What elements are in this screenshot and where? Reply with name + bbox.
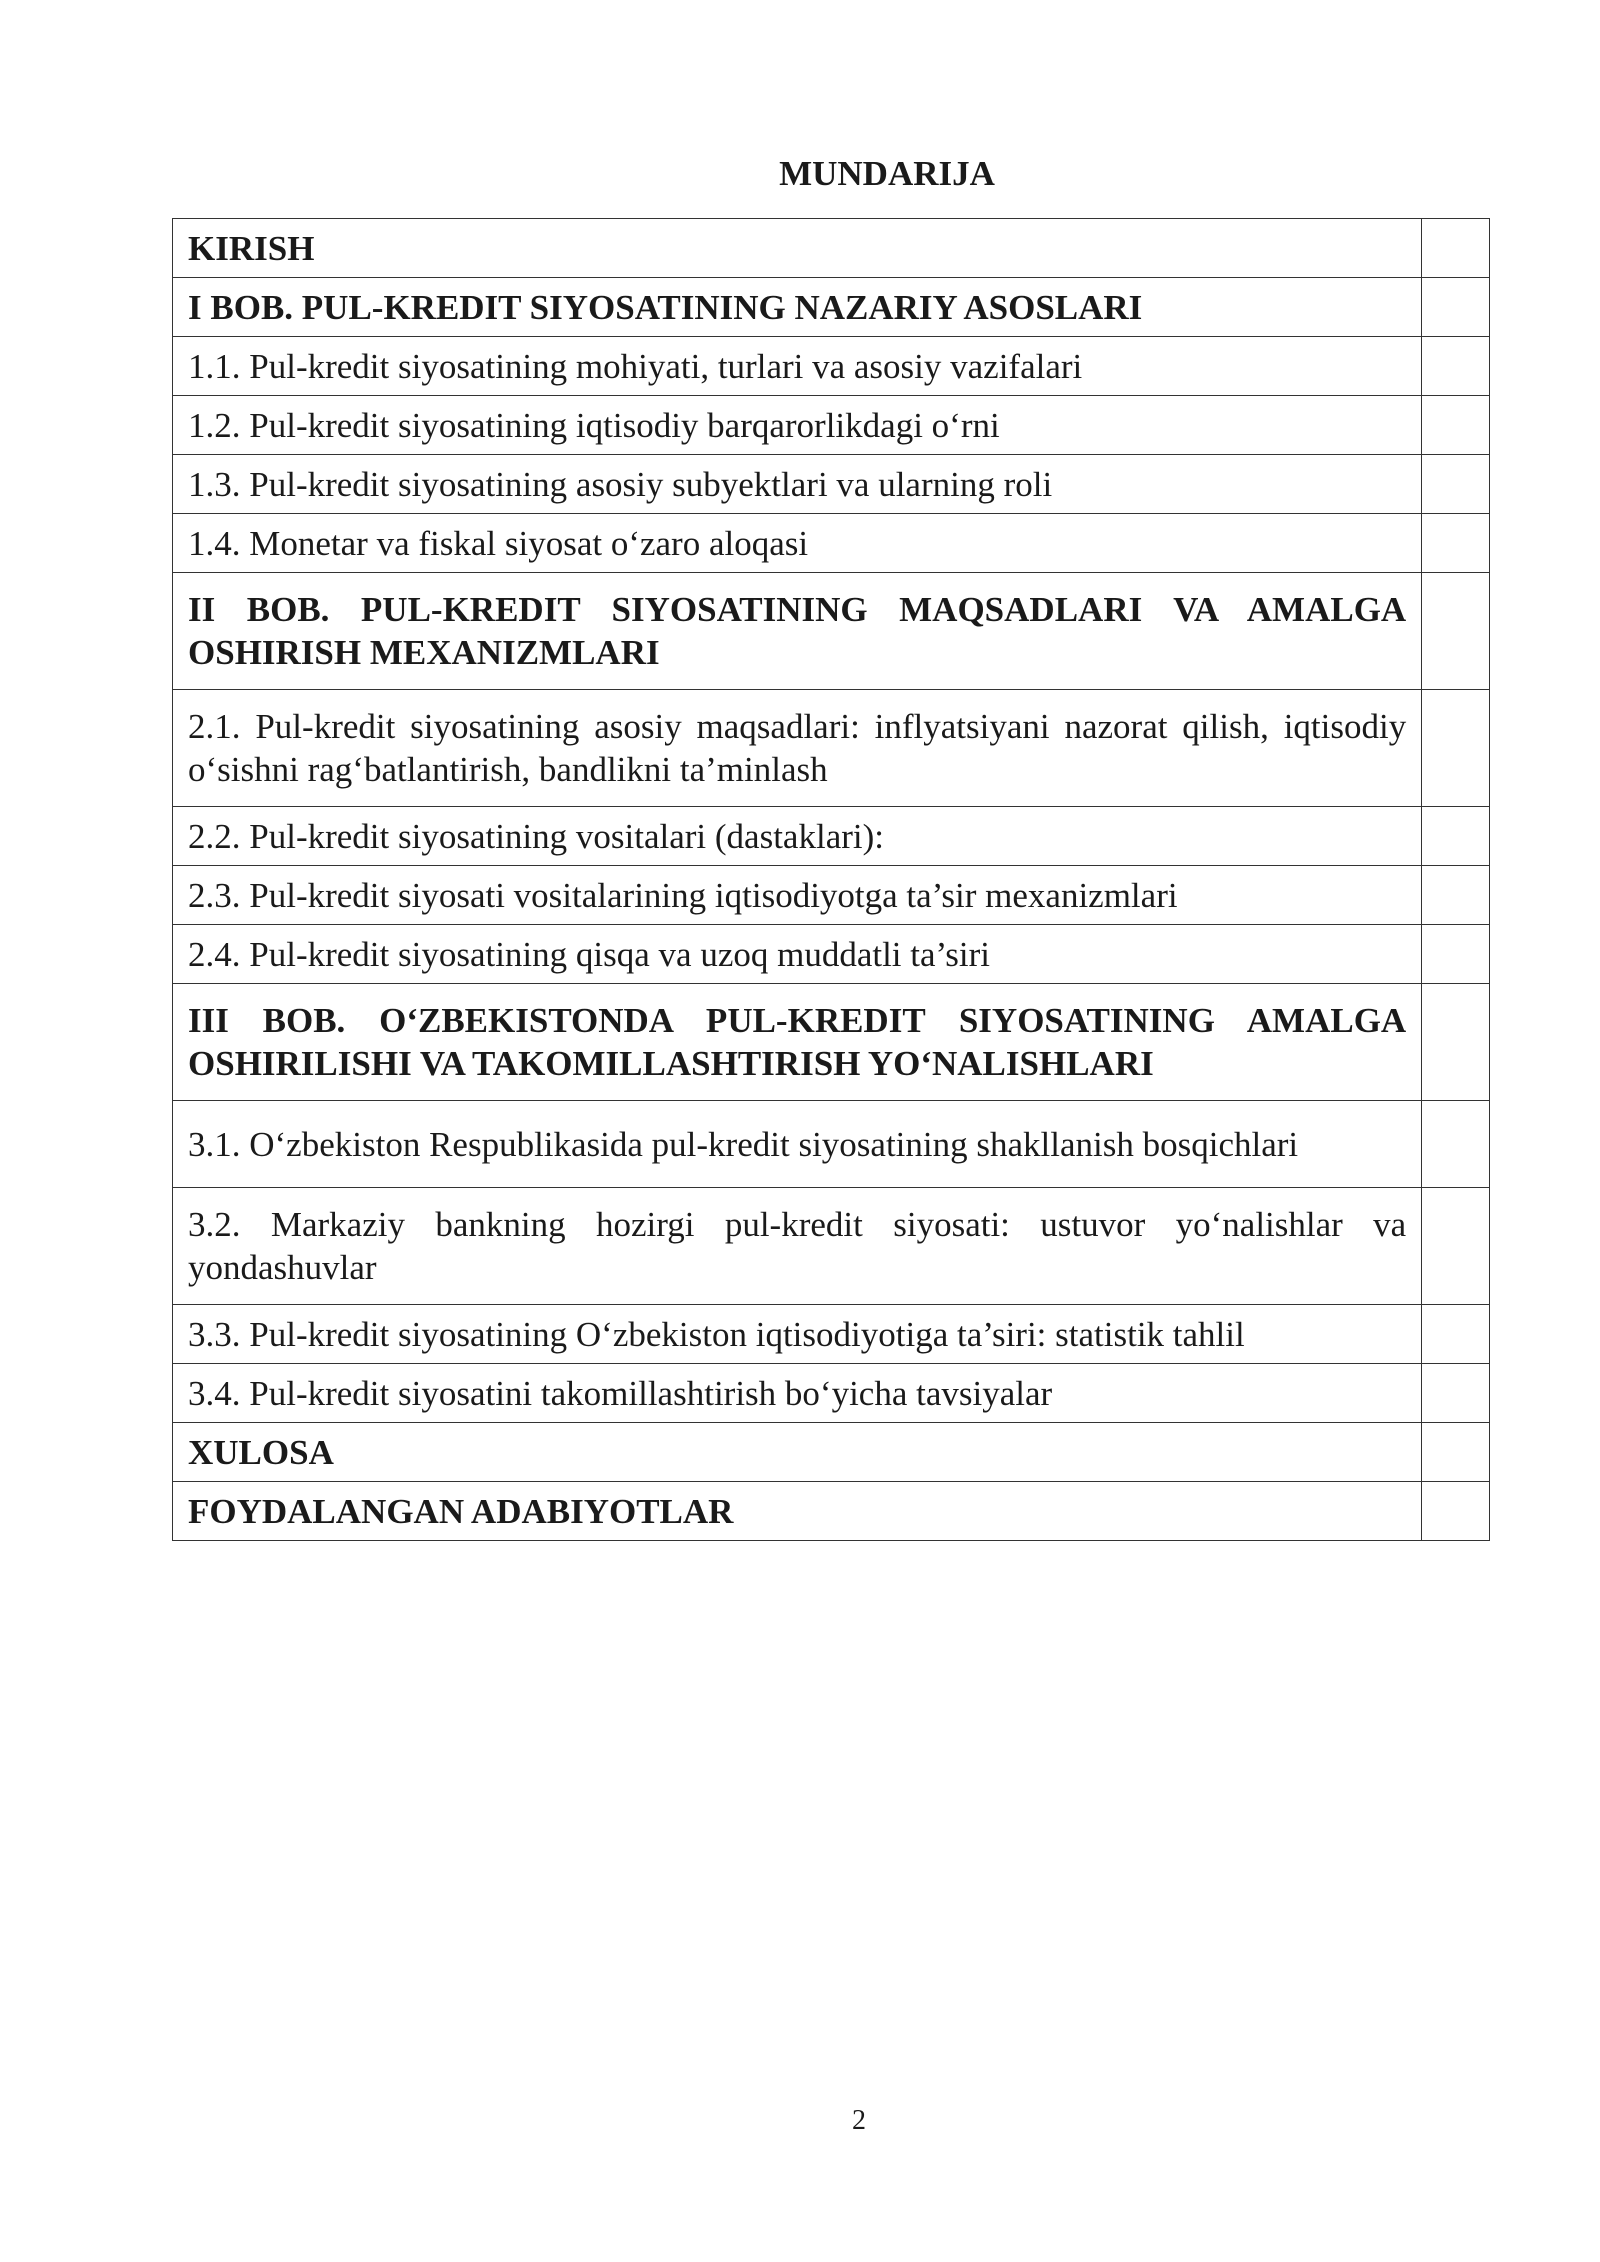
toc-entry-label: 2.2. Pul-kredit siyosatining vositalari (dastaklari): [173,807,1422,866]
toc-row [173,1188,1490,1305]
toc-entry-label: II BOB. PUL-KREDIT SIYOSATINING MAQSADLARI VA AMALGA OSHIRISH MEXANIZMLARI [173,573,1422,690]
toc-entry-label: I BOB. PUL-KREDIT SIYOSATINING NAZARIY ASOSLARI [173,278,1422,337]
toc-entry-page [1422,514,1490,573]
toc-entry-page [1422,1364,1490,1423]
toc-row [173,573,1490,690]
toc-entry-page [1422,1305,1490,1364]
toc-entry-page [1422,1482,1490,1541]
page-title: MUNDARIJA [779,154,995,193]
toc-row [173,219,1490,278]
toc-row [173,1364,1490,1423]
toc-row [173,278,1490,337]
toc-row [173,337,1490,396]
toc-entry-label: 2.1. Pul-kredit siyosatining asosiy maqsadlari: inflyatsiyani nazorat qilish, iqtisodiy o‘sishni rag‘batlantirish, bandlikni ta’minlash [173,690,1422,807]
toc-entry-page [1422,396,1490,455]
toc-entry-page [1422,573,1490,690]
toc-entry-label: 2.4. Pul-kredit siyosatining qisqa va uzoq muddatli ta’siri [173,925,1422,984]
toc-row [173,1423,1490,1482]
page-number: 2 [852,2105,866,2136]
toc-row [173,984,1490,1101]
toc-entry-label: 3.3. Pul-kredit siyosatining O‘zbekiston iqtisodiyotiga ta’siri: statistik tahlil [173,1305,1422,1364]
toc-entry-label: FOYDALANGAN ADABIYOTLAR [173,1482,1422,1541]
toc-entry-label: XULOSA [173,1423,1422,1482]
toc-entry-label: 2.3. Pul-kredit siyosati vositalarining iqtisodiyotga ta’sir mexanizmlari [173,866,1422,925]
toc-row [173,1101,1490,1188]
toc-entry-page [1422,866,1490,925]
toc-row [173,455,1490,514]
toc-entry-page [1422,278,1490,337]
table-of-contents [172,218,1490,1541]
toc-entry-label: 3.1. O‘zbekiston Respublikasida pul-kredit siyosatining shakllanish bosqichlari [173,1101,1422,1188]
toc-entry-page [1422,807,1490,866]
toc-entry-page [1422,984,1490,1101]
toc-entry-page [1422,1423,1490,1482]
toc-entry-page [1422,219,1490,278]
toc-row [173,514,1490,573]
toc-entry-label: KIRISH [173,219,1422,278]
toc-entry-page [1422,1188,1490,1305]
toc-entry-label: III BOB. O‘ZBEKISTONDA PUL-KREDIT SIYOSATINING AMALGA OSHIRILISHI VA TAKOMILLASHTIRISH YO‘NALISHLARI [173,984,1422,1101]
toc-row [173,925,1490,984]
toc-entry-label: 1.3. Pul-kredit siyosatining asosiy subyektlari va ularning roli [173,455,1422,514]
toc-entry-page [1422,455,1490,514]
toc-entry-label: 1.2. Pul-kredit siyosatining iqtisodiy barqarorlikdagi o‘rni [173,396,1422,455]
toc-entry-label: 1.4. Monetar va fiskal siyosat o‘zaro aloqasi [173,514,1422,573]
toc-entry-label: 1.1. Pul-kredit siyosatining mohiyati, turlari va asosiy vazifalari [173,337,1422,396]
toc-row [173,1305,1490,1364]
toc-row [173,396,1490,455]
toc-entry-page [1422,925,1490,984]
toc-row [173,866,1490,925]
toc-row [173,690,1490,807]
toc-entry-page [1422,690,1490,807]
toc-entry-page [1422,1101,1490,1188]
toc-entry-page [1422,337,1490,396]
toc-row [173,807,1490,866]
toc-row [173,1482,1490,1541]
toc-entry-label: 3.2. Markaziy bankning hozirgi pul-kredit siyosati: ustuvor yo‘nalishlar va yondashuvlar [173,1188,1422,1305]
toc-entry-label: 3.4. Pul-kredit siyosatini takomillashtirish bo‘yicha tavsiyalar [173,1364,1422,1423]
